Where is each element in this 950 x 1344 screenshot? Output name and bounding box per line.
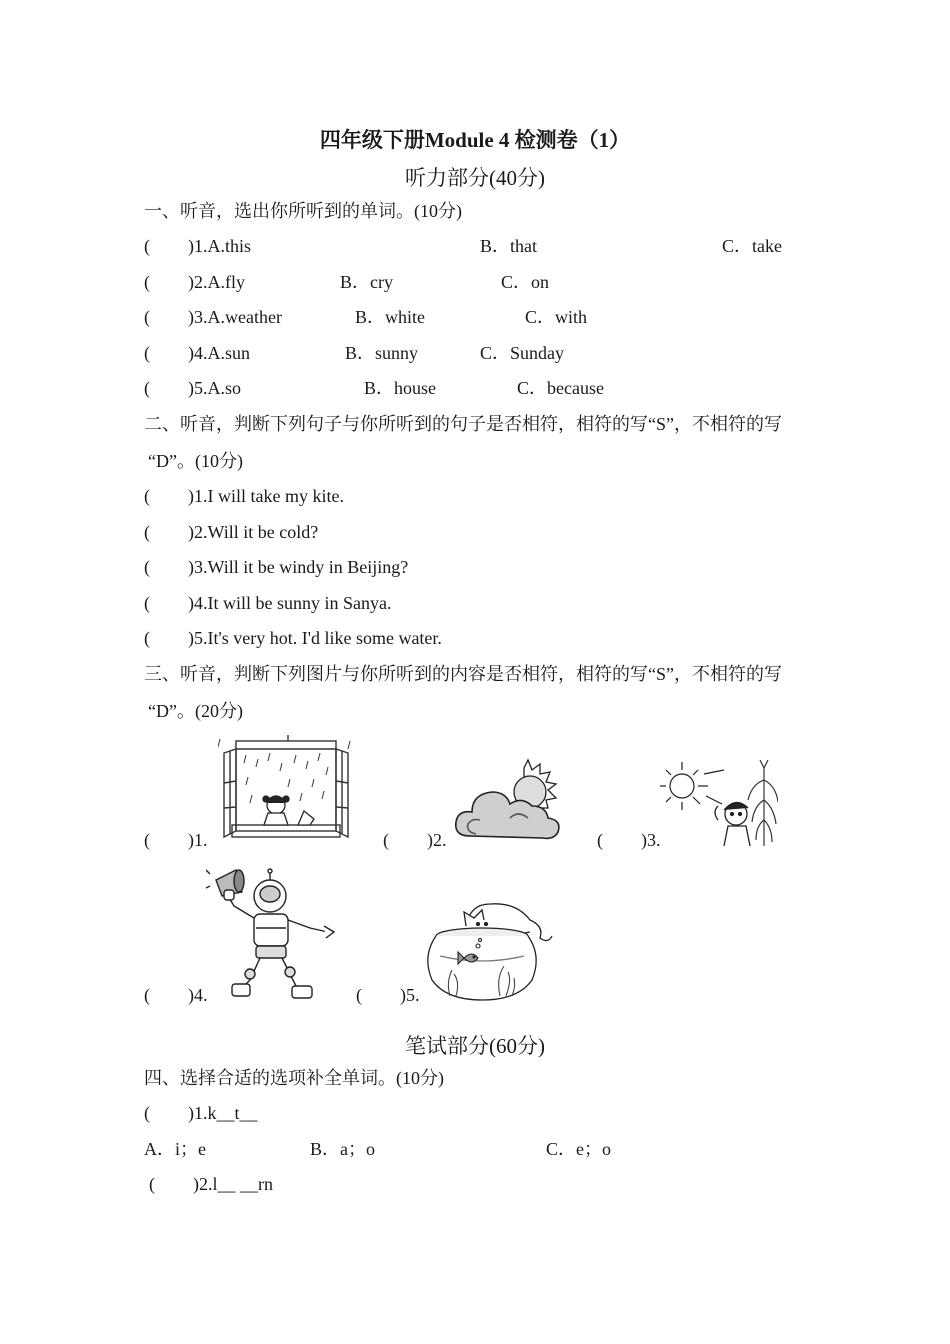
- option-b: B．a；o: [310, 1139, 375, 1159]
- option-a: A．i；e: [144, 1139, 206, 1159]
- rain-window-picture: [218, 733, 354, 843]
- question-text: )2.l__ __rn: [193, 1174, 273, 1194]
- option-b: B．that: [480, 236, 537, 256]
- answer-blank[interactable]: (: [144, 486, 150, 506]
- listening-section-header: 听力部分(40分): [405, 166, 545, 190]
- sentence-text: )5.It's very hot. I'd like some water.: [188, 628, 442, 648]
- answer-blank[interactable]: (: [144, 272, 150, 292]
- answer-blank[interactable]: (: [144, 628, 150, 648]
- section-2-heading-line2: “D”。(10分): [148, 451, 243, 471]
- answer-blank[interactable]: (: [144, 985, 150, 1005]
- question-number: )3.: [641, 830, 661, 850]
- section-4-heading: 四、选择合适的选项补全单词。(10分): [144, 1068, 444, 1088]
- writing-section-header: 笔试部分(60分): [405, 1034, 545, 1058]
- option-a: )3.A.weather: [188, 307, 282, 327]
- option-a: )2.A.fly: [188, 272, 245, 292]
- sun-cloud-picture: [448, 758, 578, 844]
- sentence-text: )2.Will it be cold?: [188, 522, 319, 542]
- cat-fishbowl-picture: [420, 896, 554, 1002]
- answer-blank[interactable]: (: [144, 307, 150, 327]
- option-b: B．sunny: [345, 343, 419, 363]
- answer-blank[interactable]: (: [144, 343, 150, 363]
- page-title: 四年级下册Module 4 检测卷（1）: [319, 128, 631, 152]
- answer-blank[interactable]: (: [149, 1174, 155, 1194]
- hot-sun-picture: [660, 760, 778, 846]
- answer-blank[interactable]: (: [144, 557, 150, 577]
- option-b: B．cry: [340, 272, 393, 292]
- option-c: C．on: [501, 272, 550, 292]
- question-number: )4.: [188, 985, 208, 1005]
- question-text: )1.k__t__: [188, 1103, 258, 1123]
- question-number: )2.: [427, 830, 447, 850]
- option-a: )1.A.this: [188, 236, 251, 256]
- answer-blank[interactable]: (: [144, 1103, 150, 1123]
- answer-blank[interactable]: (: [144, 378, 150, 398]
- option-a: )5.A.so: [188, 378, 241, 398]
- answer-blank[interactable]: (: [597, 830, 603, 850]
- answer-blank[interactable]: (: [383, 830, 389, 850]
- answer-blank[interactable]: (: [144, 830, 150, 850]
- option-b: B．house: [364, 378, 436, 398]
- option-c: C．because: [517, 378, 604, 398]
- answer-blank[interactable]: (: [356, 985, 362, 1005]
- sentence-text: )3.Will it be windy in Beijing?: [188, 557, 409, 577]
- option-c: C．Sunday: [480, 343, 565, 363]
- sentence-text: )4.It will be sunny in Sanya.: [188, 593, 392, 613]
- answer-blank[interactable]: (: [144, 522, 150, 542]
- question-number: )5.: [400, 985, 420, 1005]
- robot-picture: [206, 866, 338, 1002]
- option-b: B．white: [355, 307, 425, 327]
- section-1-heading: 一、听音，选出你所听到的单词。(10分): [144, 201, 462, 221]
- section-3-heading-line1: 三、听音，判断下列图片与你所听到的内容是否相符，相符的写“S”，不相符的写: [144, 664, 782, 684]
- answer-blank[interactable]: (: [144, 593, 150, 613]
- answer-blank[interactable]: (: [144, 236, 150, 256]
- section-2-heading-line1: 二、听音，判断下列句子与你所听到的句子是否相符，相符的写“S”，不相符的写: [144, 414, 782, 434]
- sentence-text: )1.I will take my kite.: [188, 486, 344, 506]
- option-c: C．e；o: [546, 1139, 611, 1159]
- question-number: )1.: [188, 830, 208, 850]
- option-c: C．take: [722, 236, 782, 256]
- option-a: )4.A.sun: [188, 343, 250, 363]
- option-c: C．with: [525, 307, 588, 327]
- section-3-heading-line2: “D”。(20分): [148, 701, 243, 721]
